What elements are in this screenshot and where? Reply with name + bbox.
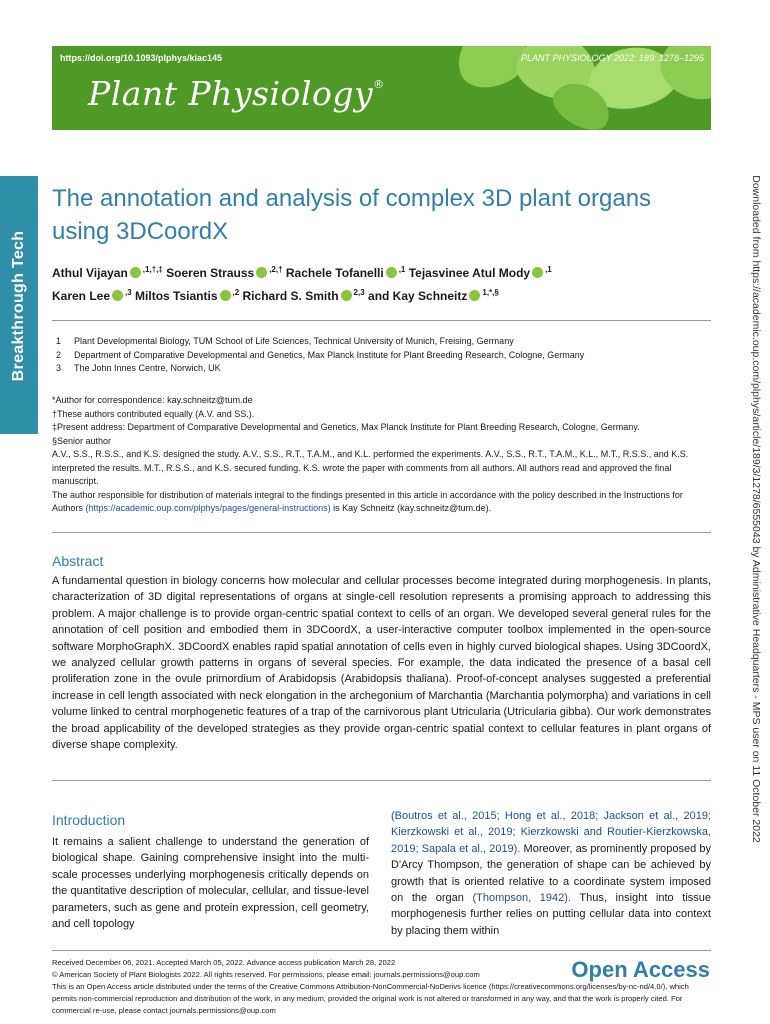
author-line xyxy=(52,283,712,306)
received-dates: Received December 06, 2021. Accepted March 05, 2022. Advance access publication March 28, 2022 xyxy=(52,958,396,967)
introduction-text: Thus, insight into tissue morphogenesis further relies on putting cellular data into context by placing them within xyxy=(391,892,711,937)
reference-link[interactable]: (Thompson, 1942). xyxy=(472,892,571,905)
affiliation-item xyxy=(52,362,712,376)
author-affiliation: ,2 xyxy=(232,288,240,297)
introduction-text-left: It remains a salient challenge to understand the generation of biological shape. Gaining comprehensive insight into the multi-scale processes underlying morphogenesis critically depends on the quantitative description of molecular, cellular, and tissue-level parameters, such as gene and protein expression, cell geometry, and cell topology xyxy=(52,836,369,931)
senior-author-note: §Senior author xyxy=(52,435,112,446)
author-notes xyxy=(52,394,711,516)
article-title: The annotation and analysis of complex 3D plant organs using 3DCoordX xyxy=(52,185,652,245)
affiliation-number: 2 xyxy=(56,349,62,360)
journal-name-text: Plant Physiology xyxy=(88,74,374,113)
article-type-label: Breakthrough Tech xyxy=(10,230,27,382)
author-name[interactable]: Athul Vijayan xyxy=(52,266,128,280)
responsible-text: The author responsible for distribution of materials integral to the findings presented in this article in accordance with the policy described in the Instructions for Authors xyxy=(52,489,683,513)
journal-reference: PLANT PHYSIOLOGY 2022: 189: 1278–1295 xyxy=(521,53,704,63)
instructions-link[interactable]: (https://academic.oup.com/plphys/pages/general-instructions) xyxy=(85,503,331,513)
divider xyxy=(52,532,711,533)
contributions-note: A.V., S.S., R.S.S., and K.S. designed the study. A.V., S.S., R.T., T.A.M., and K.L. performed the experiments. A.V., S.S., R.T., T.A.M., K.L., M.T., R.S.S., and K.S. interpreted the results. M.T., R.S.S., and K.S. secured funding. K.S. wrote the paper with comments from all authors. All authors read and approved the final manuscript. xyxy=(52,449,689,486)
abstract-text: A fundamental question in biology concerns how molecular and cellular processes become integrated during morphogenesis. In plants, characterization of 3D digital representations of organs at single-cell resolution represents a promising approach to addressing this problem. A major challenge is to provide organ-centric spatial context to cells of an organ. We developed several general rules for the annotation of cell position and embodied them in 3DCoordX, a user-interactive computer toolbox implemented in the open-source software MorphoGraphX. 3DCoordX enables rapid spatial annotation of cells even in highly curved biological shapes. Using 3DCoordX, we analyzed cellular growth patterns in organs of several species. For example, the data indicated the presence of a basal cell proliferation zone in the ovule primordium of Arabidopsis (Arabidopsis thaliana). Proof-of-concept analyses suggested a preferential increase in cell length associated with neck elongation in the archegonium of Marchantia (Marchantia polymorpha) and variations in cell volume linked to central morphogenetic features of a trap of the carnivorous plant Utricularia (Utricularia gibba). Our work demonstrates the broad applicability of the developed strategies as they provide organ-centric spatial context to cellular features in plant organs of diverse shape complexity. xyxy=(52,575,711,752)
orcid-icon[interactable] xyxy=(532,267,543,278)
registered-mark: ® xyxy=(373,78,385,91)
equal-contribution-note: †These authors contributed equally (A.V. and SS.). xyxy=(52,408,255,419)
author-name[interactable]: Karen Lee xyxy=(52,289,111,303)
copyright-note: © American Society of Plant Biologists 2022. All rights reserved. For permissions, please email: journals.permissions@oup.com xyxy=(52,970,480,979)
author-affiliation: ,1,†,‡ xyxy=(142,265,163,274)
author-name[interactable]: Soeren Strauss xyxy=(166,266,255,280)
reference-links[interactable]: (Boutros et al., 2015; Hong et al., 2018; Jackson et al., 2019; Kierzkowski et al., 2019; Kierzkowski and Routier-Kierzkowska, 2019; Sapala et al., 2019). xyxy=(391,810,711,855)
author-affiliation: 2,3 xyxy=(353,288,365,297)
download-note: Downloaded from https://academic.oup.com/plphys/article/189/3/1278/6555043 by Administrative Headquarters - MPS user on 11 October 2022 xyxy=(750,175,762,843)
responsible-text-end: is Kay Schneitz (kay.schneitz@tum.de). xyxy=(330,503,492,513)
introduction-heading: Introduction xyxy=(52,812,126,828)
orcid-icon[interactable] xyxy=(130,267,141,278)
divider xyxy=(52,320,711,321)
correspondence-note: *Author for correspondence: kay.schneitz@tum.de xyxy=(52,395,253,405)
introduction-text: Moreover, as prominently proposed by D'Arcy Thompson, the generation of shape can be achieved by growth that is oriented relative to a coordinate system imposed on the organ xyxy=(391,842,712,905)
license-note: This is an Open Access article distributed under the terms of the Creative Commons Attribution-NonCommercial-NoDerivs licence (https://creativecommons.org/licenses/by-nc-nd/4.0/), which permits non-commercial reproduction and distribution of the work, in any medium, provided the original work is not altered or transformed in any way, and that the work is properly cited. For commercial re-use, please contact journals.permissions@oup.com xyxy=(52,982,689,1015)
author-affiliation: ,2,† xyxy=(269,265,283,274)
affiliation-text: The John Innes Centre, Norwich, UK xyxy=(74,363,221,373)
affiliation-item xyxy=(52,335,712,349)
author-name[interactable]: and Kay Schneitz xyxy=(368,289,468,303)
author-list xyxy=(52,260,712,306)
orcid-icon[interactable] xyxy=(220,290,231,301)
present-address-note: ‡Present address: Department of Comparative Developmental and Genetics, Max Planck Institute for Plant Breeding Research, Cologne, Germany. xyxy=(52,422,640,432)
author-line xyxy=(52,260,712,283)
abstract-heading: Abstract xyxy=(52,553,104,569)
author-affiliation: ,1 xyxy=(545,265,552,274)
author-affiliation: ,1 xyxy=(398,265,406,274)
affiliation-list xyxy=(52,335,712,376)
author-affiliation: 1,*,§ xyxy=(482,288,499,297)
affiliation-item xyxy=(52,349,712,363)
affiliation-text: Plant Developmental Biology, TUM School of Life Sciences, Technical University of Munich, Freising, Germany xyxy=(74,336,514,346)
affiliation-number: 3 xyxy=(56,363,62,373)
affiliation-number: 1 xyxy=(56,336,62,346)
divider xyxy=(52,950,711,951)
orcid-icon[interactable] xyxy=(341,290,352,301)
orcid-icon[interactable] xyxy=(256,267,267,278)
author-name[interactable]: Rachele Tofanelli xyxy=(285,266,384,280)
orcid-icon[interactable] xyxy=(386,267,397,278)
affiliation-text: Department of Comparative Developmental and Genetics, Max Planck Institute for Plant Breeding Research, Cologne, Germany xyxy=(74,349,585,360)
author-name[interactable]: Tejasvinee Atul Mody xyxy=(408,266,531,280)
orcid-icon[interactable] xyxy=(469,290,480,301)
open-access-label: Open Access xyxy=(571,957,710,982)
responsible-author-note xyxy=(52,489,711,516)
doi-link[interactable]: https://doi.org/10.1093/plphys/kiac145 xyxy=(60,53,223,63)
orcid-icon[interactable] xyxy=(112,290,123,301)
divider xyxy=(52,780,711,781)
author-affiliation: ,3 xyxy=(125,288,132,297)
author-name[interactable]: Richard S. Smith xyxy=(242,289,339,303)
journal-name xyxy=(88,74,385,113)
author-name[interactable]: Miltos Tsiantis xyxy=(135,289,218,303)
introduction-text-right xyxy=(391,808,711,939)
